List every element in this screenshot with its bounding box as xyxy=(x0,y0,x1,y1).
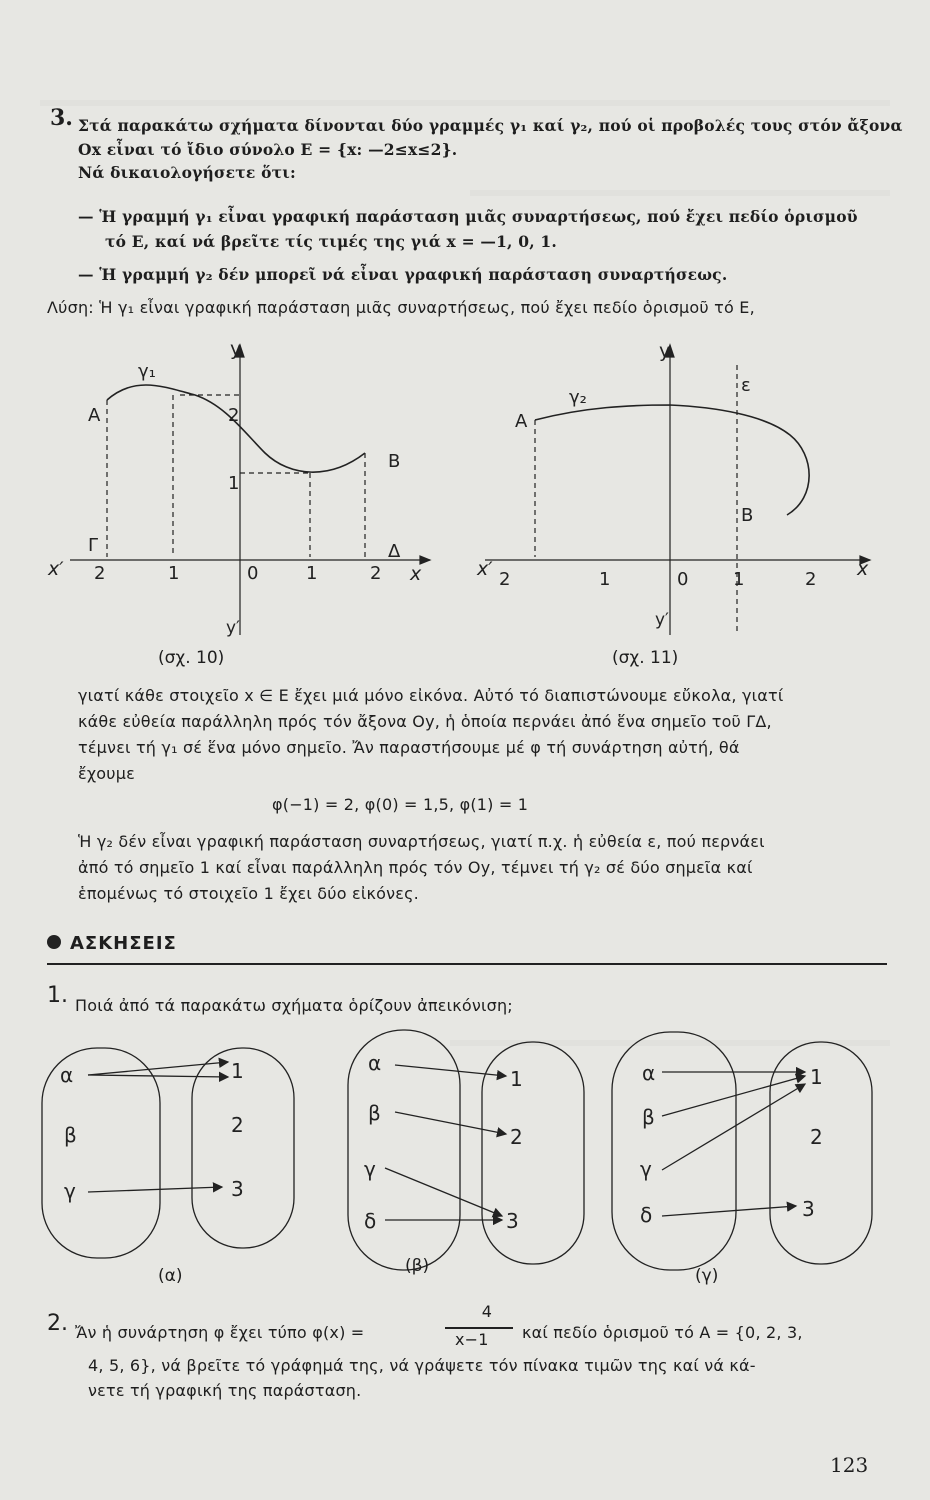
exercise-2-text-before: Ἄν ἡ συνάρτηση φ ἔχει τύπο φ(x) = xyxy=(75,1323,365,1342)
fraction-numerator: 4 xyxy=(481,1302,493,1321)
arrow-a-gamma-3 xyxy=(88,1187,222,1192)
problem-3-number: 3. xyxy=(50,105,73,131)
caption-fig-10: (σχ. 10) xyxy=(158,648,225,668)
x-neg-label-10: x′ xyxy=(48,558,64,580)
exercise-2-line-2: 4, 5, 6}, νά βρεῖτε τό γράφημά της, νά γράψετε τόν πίνακα τιμῶν της καί νά κά- xyxy=(88,1356,756,1375)
caption-c: (γ) xyxy=(695,1266,719,1286)
b-right-3: 3 xyxy=(506,1209,519,1233)
problem-3-bullet-1: — Ἡ γραμμή γ₁ εἶναι γραφική παράσταση μιᾶς συναρτήσεως, πού ἔχει πεδίο ὁρισμοῦ xyxy=(78,207,858,226)
b-left-delta: δ xyxy=(364,1209,377,1233)
arrow-c-beta-1 xyxy=(662,1076,805,1116)
curve-gamma1 xyxy=(107,385,365,472)
a-right-2: 2 xyxy=(231,1113,244,1137)
curve-label-gamma1: γ₁ xyxy=(138,361,156,382)
arrow-b-beta-2 xyxy=(395,1112,506,1134)
a-left-gamma: γ xyxy=(64,1179,76,1203)
point-Gamma-10: Γ xyxy=(88,535,99,556)
figure-10 xyxy=(40,335,440,675)
x-neg-label-11: x′ xyxy=(477,558,493,580)
exercise-2-number: 2. xyxy=(47,1311,68,1336)
tick-0-10: 0 xyxy=(247,563,259,584)
problem-3-bullet-2: — Ἡ γραμμή γ₂ δέν μπορεῖ νά εἶναι γραφική παράσταση συναρτήσεως. xyxy=(78,265,728,284)
exercise-2-text-after: καί πεδίο ὁρισμοῦ τό A = {0, 2, 3, xyxy=(522,1323,803,1342)
arrow-a-alpha-1b xyxy=(88,1075,228,1077)
phi-values: φ(−1) = 2, φ(0) = 1,5, φ(1) = 1 xyxy=(272,795,529,814)
a-left-alpha: α xyxy=(60,1063,74,1087)
exercise-2-line-3: νετε τή γραφική της παράσταση. xyxy=(88,1381,362,1400)
point-B-10: B xyxy=(388,451,401,472)
arrow-c-gamma-1 xyxy=(662,1084,805,1170)
solution-line-2: κάθε εὐθεία παράλληλη πρός τόν ἄξονα Oy, ἡ ὁποία περνάει ἀπό ἕνα σημεῖο τοῦ ΓΔ, xyxy=(78,712,772,731)
tick-2-11: 2 xyxy=(805,569,817,590)
x-label-11: x xyxy=(857,558,869,580)
a-right-3: 3 xyxy=(231,1177,244,1201)
arrow-a-alpha-1 xyxy=(88,1062,228,1075)
gamma2-line-1: Ἡ γ₂ δέν εἶναι γραφική παράσταση συναρτήσεως, γιατί π.χ. ἡ εὐθεία ε, πού περνάει xyxy=(78,832,765,851)
problem-3-statement-line-2: Οx εἶναι τό ἴδιο σύνολο E = {x: —2≤x≤2}. xyxy=(78,140,458,159)
gamma2-line-3: ἑπομένως τό στοιχεῖο 1 ἔχει δύο εἰκόνες. xyxy=(78,884,419,903)
tick-2-10: 2 xyxy=(370,563,382,584)
solution-line-4: ἔχουμε xyxy=(78,764,135,783)
solution-line-1: γιατί κάθε στοιχεῖο x ∈ E ἔχει μιά μόνο εἰκόνα. Αὐτό τό διαπιστώνουμε εὔκολα, γιατί xyxy=(78,686,784,705)
solution-intro: Λύση: Ἡ γ₁ εἶναι γραφική παράσταση μιᾶς συναρτήσεως, πού ἔχει πεδίο ὁρισμοῦ τό E, xyxy=(47,298,755,317)
epsilon-label: ε xyxy=(741,375,751,396)
fraction-bar xyxy=(445,1327,513,1329)
a-right-1: 1 xyxy=(231,1059,244,1083)
point-A-11: A xyxy=(515,411,528,432)
b-right-1: 1 xyxy=(510,1067,523,1091)
caption-fig-11: (σχ. 11) xyxy=(612,648,679,668)
b-left-beta: β xyxy=(368,1101,381,1125)
problem-3-statement-line-3: Νά δικαιολογήσετε ὅτι: xyxy=(78,163,296,182)
tick-neg2-11: 2 xyxy=(499,569,511,590)
tick-neg2-10: 2 xyxy=(94,563,106,584)
y-label-11: y xyxy=(659,340,671,362)
arrow-c-delta-3 xyxy=(662,1206,796,1216)
curve-label-gamma2: γ₂ xyxy=(569,387,587,408)
c-right-1: 1 xyxy=(810,1065,823,1089)
c-left-beta: β xyxy=(642,1105,655,1129)
tick-y1-10: 1 xyxy=(228,473,240,494)
x-axis-arrow-10 xyxy=(420,556,430,564)
problem-3-bullet-1-cont: τό E, καί νά βρεῖτε τίς τιμές της γιά x = —1, 0, 1. xyxy=(105,232,558,251)
exercise-1-number: 1. xyxy=(47,983,68,1008)
gamma2-line-2: ἀπό τό σημεῖο 1 καί εἶναι παράλληλη πρός τόν Oy, τέμνει τή γ₂ σέ δύο σημεῖα καί xyxy=(78,858,753,877)
solution-line-3: τέμνει τή γ₁ σέ ἕνα μόνο σημεῖο. Ἄν παραστήσουμε μέ φ τή συνάρτηση αὐτή, θά xyxy=(78,738,740,757)
fraction-denominator: x−1 xyxy=(455,1330,489,1349)
arrow-b-gamma-3 xyxy=(385,1168,502,1216)
caption-b: (β) xyxy=(405,1256,430,1276)
y-label-10: y xyxy=(230,338,242,360)
x-label-10: x xyxy=(410,563,422,585)
point-Delta-10: Δ xyxy=(388,541,401,562)
tick-y2-10: 2 xyxy=(228,405,240,426)
c-right-2: 2 xyxy=(810,1125,823,1149)
bullet-dot xyxy=(47,935,61,949)
b-left-gamma: γ xyxy=(364,1157,376,1181)
mapping-diagrams xyxy=(30,1020,890,1300)
a-left-beta: β xyxy=(64,1123,77,1147)
c-left-delta: δ xyxy=(640,1203,653,1227)
exercise-1-text: Ποιά ἀπό τά παρακάτω σχήματα ὁρίζουν ἀπεικόνιση; xyxy=(75,996,513,1015)
caption-a: (α) xyxy=(158,1266,183,1286)
page-number: 123 xyxy=(830,1453,869,1477)
point-B-11: B xyxy=(741,505,754,526)
b-left-alpha: α xyxy=(368,1051,382,1075)
problem-3-statement-line-1: Στά παρακάτω σχήματα δίνονται δύο γραμμές γ₁ καί γ₂, πού οἱ προβολές τους στόν ἄξονα xyxy=(78,116,903,135)
tick-neg1-11: 1 xyxy=(599,569,611,590)
c-left-alpha: α xyxy=(642,1061,656,1085)
point-A-10: A xyxy=(88,405,101,426)
set-left-c xyxy=(612,1032,736,1270)
tick-1-11: 1 xyxy=(733,569,745,590)
c-left-gamma: γ xyxy=(640,1157,652,1181)
tick-0-11: 0 xyxy=(677,569,689,590)
tick-neg1-10: 1 xyxy=(168,563,180,584)
tick-1-10: 1 xyxy=(306,563,318,584)
curve-gamma2 xyxy=(535,405,809,515)
c-right-3: 3 xyxy=(802,1197,815,1221)
b-right-2: 2 xyxy=(510,1125,523,1149)
heading-rule xyxy=(47,963,887,965)
y-neg-label-11: y′ xyxy=(655,610,669,630)
y-neg-label-10: y′ xyxy=(226,618,240,638)
exercises-heading: ΑΣΚΗΣΕΙΣ xyxy=(70,933,177,954)
figure-11 xyxy=(465,335,885,635)
